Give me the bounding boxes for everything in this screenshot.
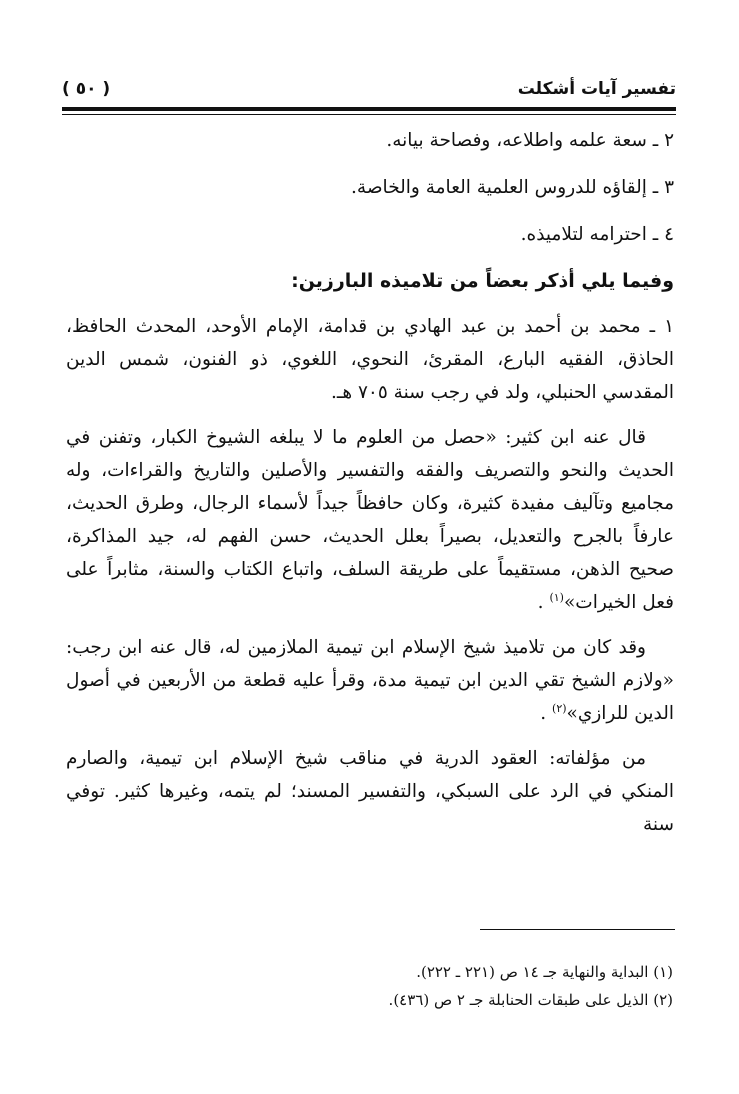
list-item: ٢ ـ سعة علمه واطلاعه، وفصاحة بيانه.: [386, 130, 674, 151]
section-heading: وفيما يلي أذكر بعضاً من تلاميذه البارزين:: [291, 270, 674, 292]
footnote-ref[interactable]: (١): [549, 590, 564, 604]
main-text: [66, 124, 674, 853]
footnote: (٢) الذيل على طبقات الحنابلة جـ ٢ ص (٤٣٦).: [388, 991, 673, 1009]
footnotes: [73, 958, 673, 1014]
header-rule-thin: [62, 114, 676, 115]
quote-text: قال عنه ابن كثير: «حصل من العلوم ما لا يبلغه الشيوخ الكبار، وتفنن في الحديث والنحو والتصريف والفقه والتفسير والأصلين والتاريخ والقراءات، وله مجاميع وتآليف مفيدة كثيرة، وكان حافظاً جيداً لأسماء الرجال، وطرق الحديث، عارفاً بالجرح والتعديل، بصيراً بعلل الحديث، حسن الفهم له، جيد المذاكرة، صحيح الذهن، مستقيماً على طريقة السلف، واتباع الكتاب والسنة، مثابراً على فعل الخيرات»: [66, 427, 674, 613]
header-rule-thick: [62, 107, 676, 111]
footnote: (١) البداية والنهاية جـ ١٤ ص (٢٢١ ـ ٢٢٢).: [416, 963, 673, 981]
quote-paragraph: وقد كان من تلاميذ شيخ الإسلام ابن تيمية الملازمين له، قال عنه ابن رجب: «ولازم الشيخ تقي الدين ابن تيمية مدة، وقرأ عليه قطعة من الأربعين في أصول الدين للرازي»$^{(٢)}$ .: [66, 637, 674, 724]
quote-paragraph: قال عنه ابن كثير: «حصل من العلوم ما لا يبلغه الشيوخ الكبار، وتفنن في الحديث والنحو والتصريف والفقه والتفسير والأصلين والتاريخ والقراءات، وله مجاميع وتآليف مفيدة كثيرة، وكان حافظاً جيداً لأسماء الرجال، وطرق الحديث، عارفاً بالجرح والتعديل، بصيراً بعلل الحديث، حسن الفهم له، جيد المذاكرة، صحيح الذهن، مستقيماً على طريقة السلف، واتباع الكتاب والسنة، مثابراً على فعل الخيرات»$^{(١)}$ .: [66, 427, 674, 613]
works-paragraph: من مؤلفاته: العقود الدرية في مناقب شيخ الإسلام ابن تيمية، والصارم المنكي في الرد على السبكي، والتفسير المسند؛ لم يتمه، وغيرها كثير. توفي سنة: [66, 748, 674, 835]
list-item: ٣ ـ إلقاؤه للدروس العلمية العامة والخاصة.: [351, 177, 674, 198]
footnote-ref[interactable]: (٢): [552, 701, 567, 715]
page-number: ( ٥٠ ): [62, 79, 111, 99]
quote-text: وقد كان من تلاميذ شيخ الإسلام ابن تيمية الملازمين له، قال عنه ابن رجب: «ولازم الشيخ تقي الدين ابن تيمية مدة، وقرأ عليه قطعة من الأربعين في أصول الدين للرازي»: [66, 637, 674, 724]
footnote-separator: [480, 929, 675, 930]
page-header: [62, 76, 676, 102]
student-entry: ١ ـ محمد بن أحمد بن عبد الهادي بن قدامة، الإمام الأوحد، المحدث الحافظ، الحاذق، الفقيه البارع، المقرئ، النحوي، اللغوي، ذو الفنون، شمس الدين المقدسي الحنبلي، ولد في رجب سنة ٧٠٥ هـ.: [66, 316, 674, 403]
running-title: تفسير آيات أشكلت: [517, 79, 676, 99]
list-item: ٤ ـ احترامه لتلاميذه.: [520, 224, 674, 245]
